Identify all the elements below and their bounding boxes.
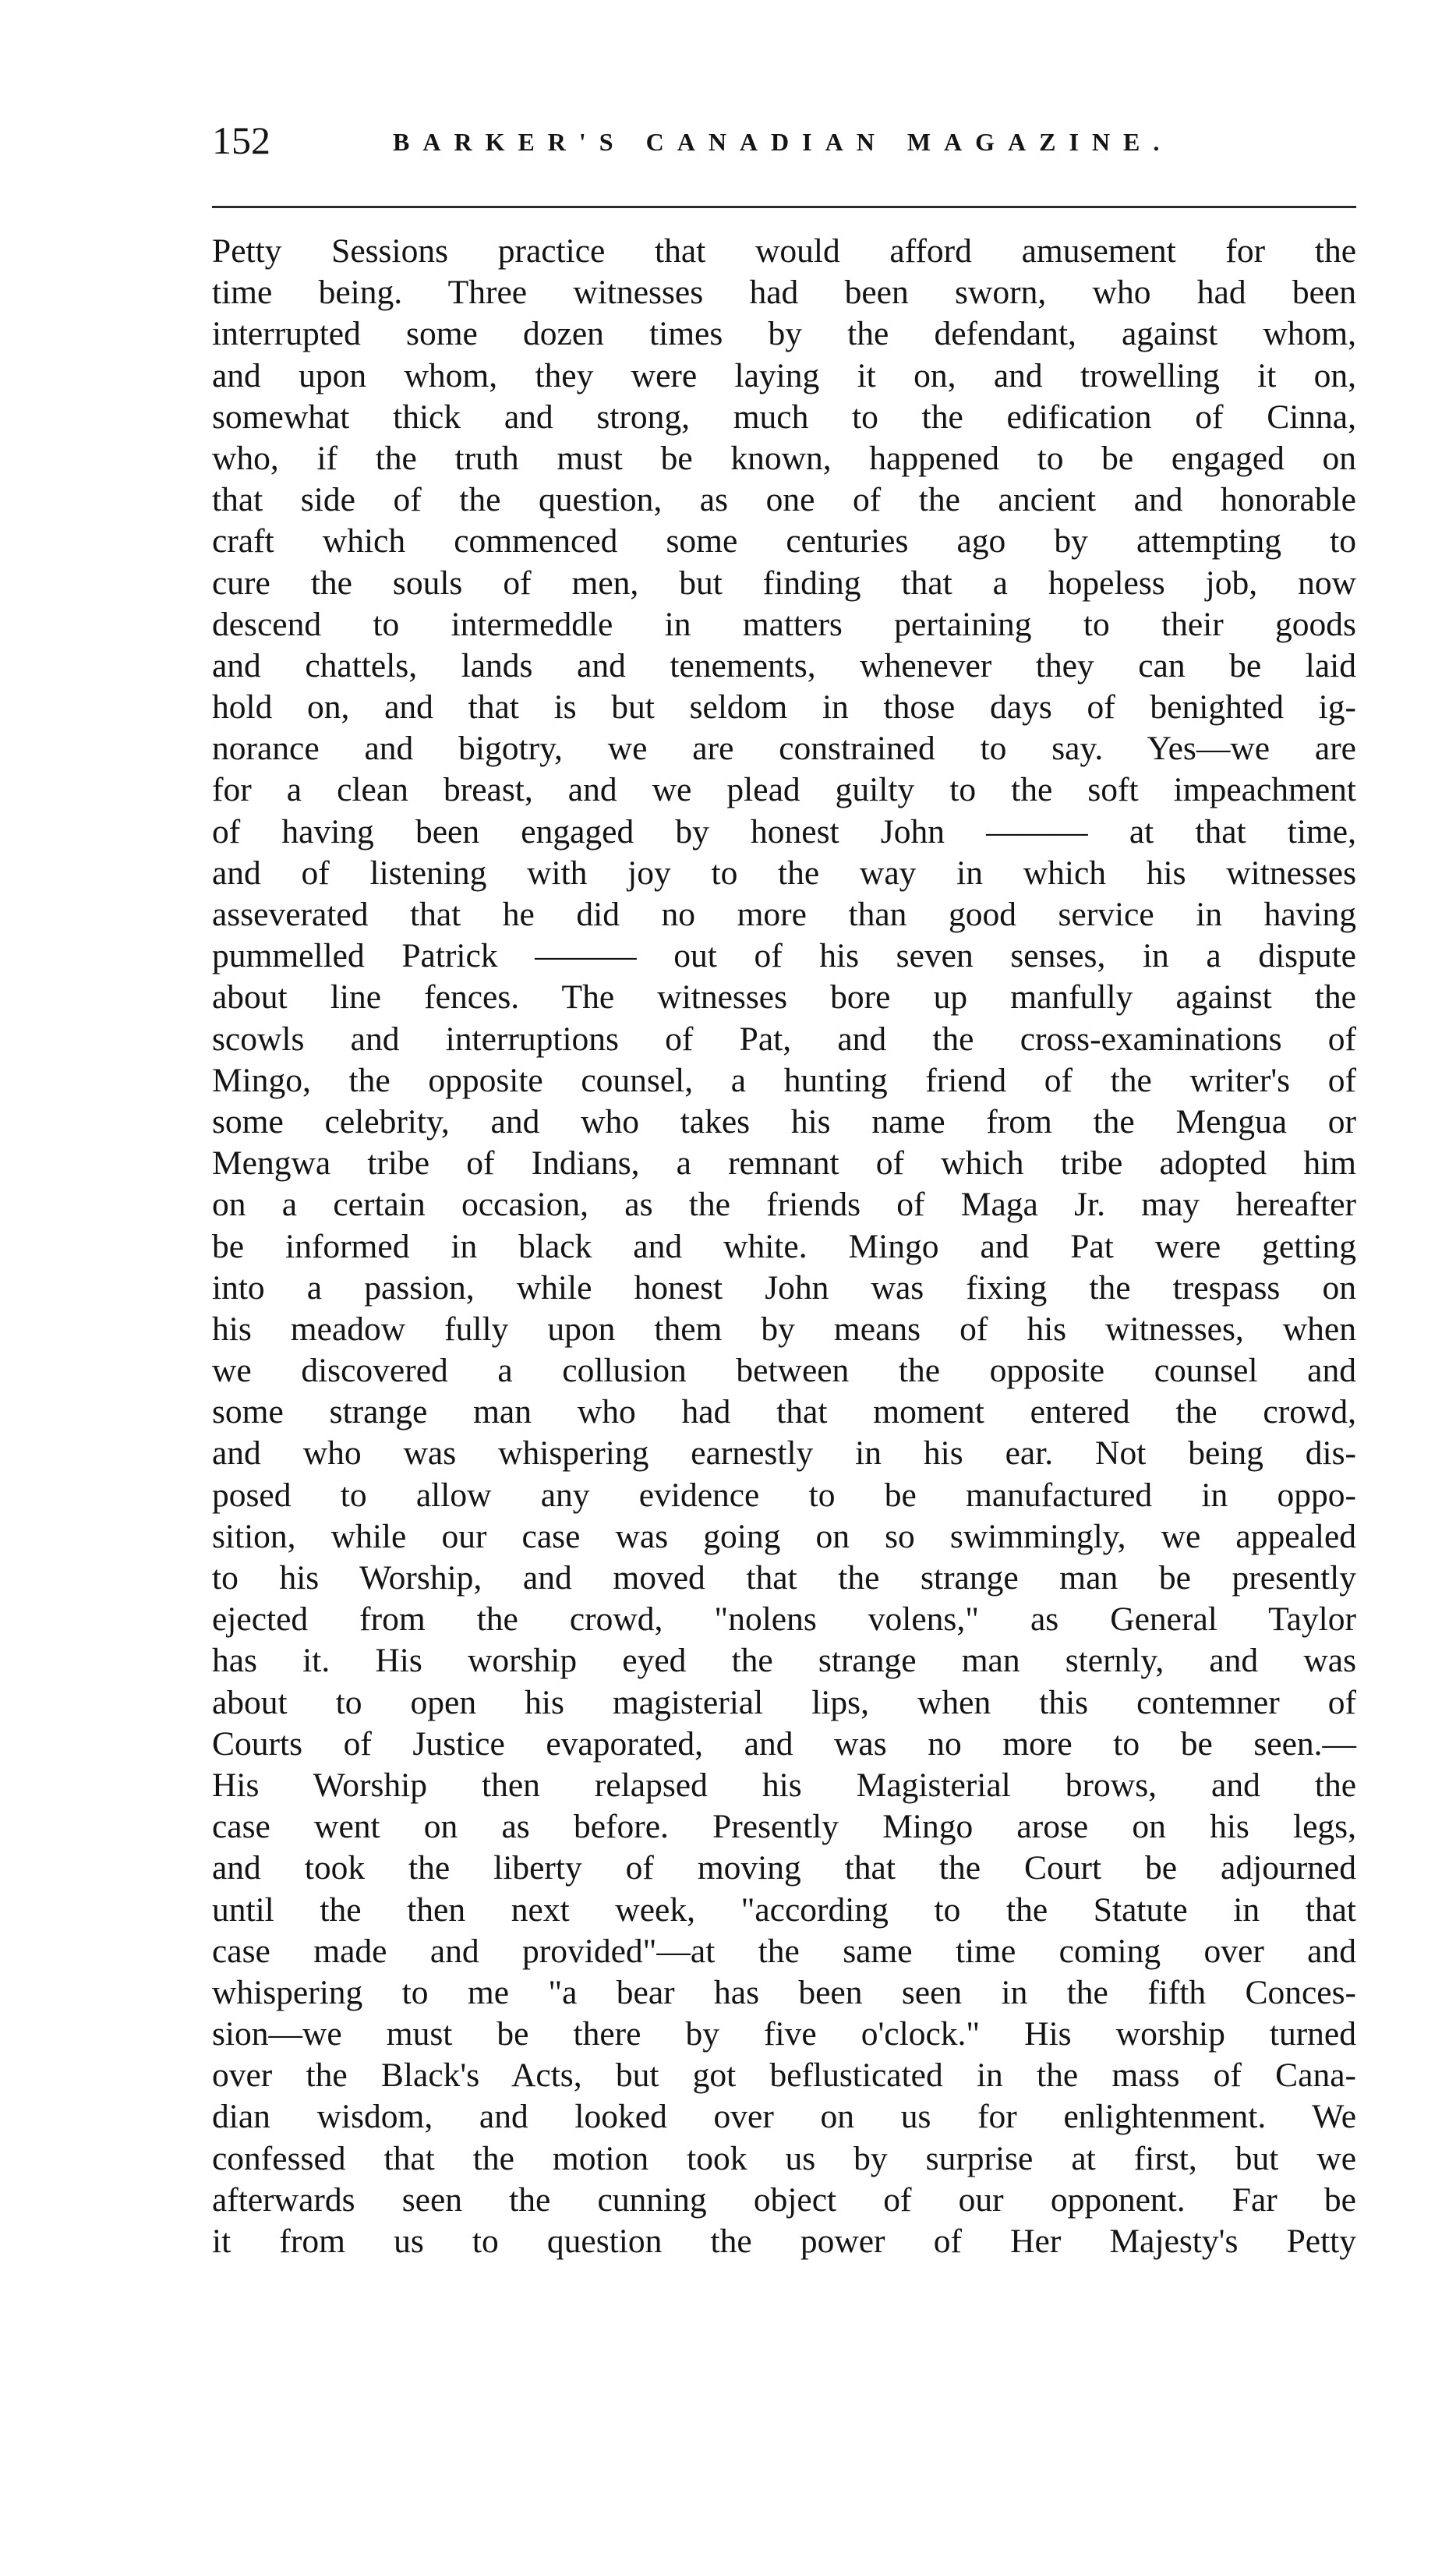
text-line: about line fences. The witnesses bore up manfully against the [212, 978, 1356, 1017]
text-line: some strange man who had that moment entered the crowd, [212, 1393, 1356, 1431]
text-line: has it. His worship eyed the strange man sternly, and was [212, 1642, 1356, 1680]
text-line: confessed that the motion took us by surprise at first, but we [212, 2139, 1356, 2177]
page-header [212, 117, 1381, 172]
text-line: case went on as before. Presently Mingo arose on his legs, [212, 1808, 1356, 1846]
text-line: time being. Three witnesses had been sworn, who had been [212, 274, 1356, 312]
text-line: afterwards seen the cunning object of our opponent. Far be [212, 2180, 1356, 2219]
text-line: and took the liberty of moving that the Court be adjourned [212, 1849, 1356, 1887]
text-line: to his Worship, and moved that the strange man be presently [212, 1559, 1356, 1597]
text-line: and who was whispering earnestly in his ear. Not being dis- [212, 1434, 1356, 1473]
text-line: on a certain occasion, as the friends of Maga Jr. may hereafter [212, 1186, 1356, 1224]
text-line: hold on, and that is but seldom in those days of benighted ig- [212, 688, 1356, 727]
text-line: pummelled Patrick ——— out of his seven senses, in a dispute [212, 937, 1356, 975]
text-line: His Worship then relapsed his Magisterial brows, and the [212, 1766, 1356, 1804]
text-line: we discovered a collusion between the opposite counsel and [212, 1352, 1356, 1390]
text-line: posed to allow any evidence to be manufactured in oppo- [212, 1476, 1356, 1514]
text-line: descend to intermeddle in matters pertaining to their goods [212, 605, 1356, 643]
text-line: cure the souls of men, but finding that a hopeless job, now [212, 564, 1356, 602]
text-line: it from us to question the power of Her Majesty's Petty [212, 2223, 1356, 2260]
text-line: into a passion, while honest John was fixing the trespass on [212, 1268, 1356, 1307]
text-line: sition, while our case was going on so swimmingly, we appealed [212, 1517, 1356, 1555]
text-line: who, if the truth must be known, happened to be engaged on [212, 439, 1356, 477]
text-line: over the Black's Acts, but got beflusticated in the mass of Cana- [212, 2057, 1356, 2095]
text-line: that side of the question, as one of the ancient and honorable [212, 481, 1356, 519]
text-line: case made and provided"—at the same time coming over and [212, 1932, 1356, 1970]
text-line: whispering to me "a bear has been seen in the fifth Conces- [212, 1973, 1356, 2011]
text-line: be informed in black and white. Mingo and Pat were getting [212, 1227, 1356, 1265]
text-line: craft which commenced some centuries ago by attempting to [212, 522, 1356, 561]
text-line: and chattels, lands and tenements, whenever they can be laid [212, 646, 1356, 684]
text-line: his meadow fully upon them by means of his witnesses, when [212, 1310, 1356, 1348]
text-line: ejected from the crowd, "nolens volens," as General Taylor [212, 1600, 1356, 1639]
text-line: of having been engaged by honest John ——— at that time, [212, 812, 1356, 851]
text-line: Petty Sessions practice that would afford amusement for the [212, 232, 1356, 270]
text-line: asseverated that he did no more than good service in having [212, 896, 1356, 933]
text-line: norance and bigotry, we are constrained to say. Yes—we are [212, 730, 1356, 768]
header-rule [212, 206, 1356, 208]
text-line: dian wisdom, and looked over on us for enlightenment. We [212, 2098, 1356, 2136]
text-line: until the then next week, "according to the Statute in that [212, 1890, 1356, 1929]
text-line: somewhat thick and strong, much to the edification of Cinna, [212, 398, 1356, 436]
text-line: and of listening with joy to the way in which his witnesses [212, 854, 1356, 892]
text-line: Mingo, the opposite counsel, a hunting friend of the writer's of [212, 1061, 1356, 1099]
page-number: 152 [212, 118, 270, 162]
text-line: interrupted some dozen times by the defendant, against whom, [212, 315, 1356, 353]
text-line: Courts of Justice evaporated, and was no more to be seen.— [212, 1724, 1356, 1763]
text-line: scowls and interruptions of Pat, and the cross-examinations of [212, 1020, 1356, 1058]
text-line: about to open his magisterial lips, when this contemner of [212, 1683, 1356, 1721]
text-line: sion—we must be there by five o'clock." His worship turned [212, 2015, 1356, 2053]
text-line: Mengwa tribe of Indians, a remnant of which tribe adopted him [212, 1144, 1356, 1183]
text-line: some celebrity, and who takes his name from the Mengua or [212, 1102, 1356, 1141]
body-text [212, 231, 1356, 2262]
running-title: BARKER'S CANADIAN MAGAZINE. [393, 128, 1173, 156]
text-line: for a clean breast, and we plead guilty to the soft impeachment [212, 771, 1356, 809]
text-line: and upon whom, they were laying it on, and trowelling it on, [212, 356, 1356, 394]
